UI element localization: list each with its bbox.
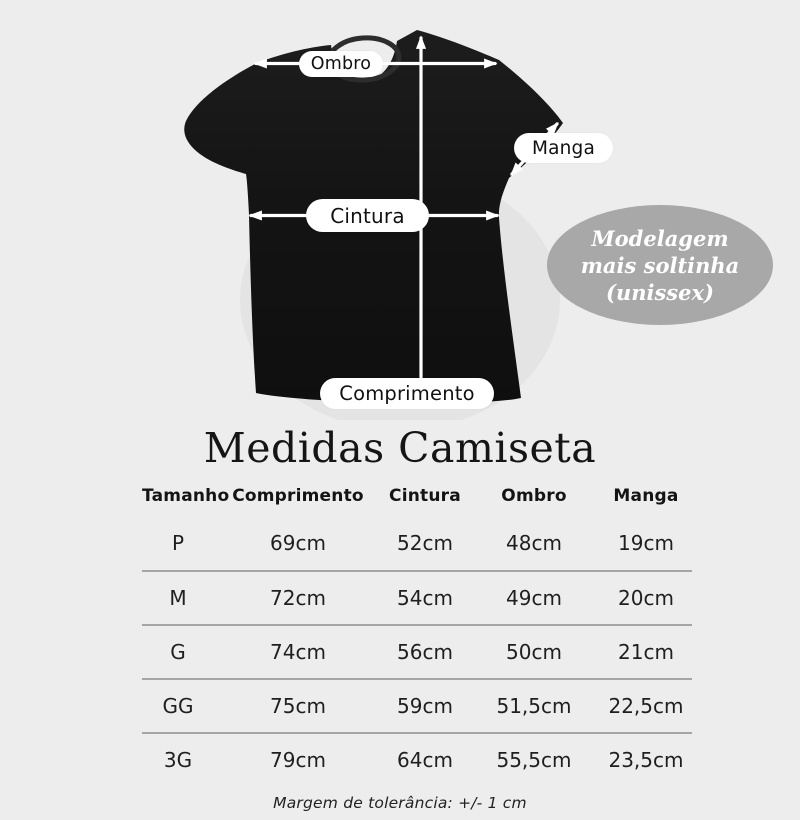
manga-label-pill [514,133,613,163]
manga-label: Manga [531,137,596,159]
table-cell: P [171,531,185,555]
ombro-label: Ombro [310,54,372,74]
table-cell: 49cm [506,586,562,610]
table-cell: 51,5cm [496,694,572,718]
tolerance-note: Margem de tolerância: +/- 1 cm [273,794,527,812]
table-cell: 22,5cm [608,694,684,718]
ombro-label-pill [299,51,383,77]
table-cell: 21cm [618,640,674,664]
fit-badge-line: mais soltinha [580,252,740,278]
table-cell: 56cm [397,640,453,664]
table-cell: 50cm [506,640,562,664]
table-row [142,732,692,786]
table-cell: GG [162,694,194,718]
cintura-label: Cintura [330,203,405,228]
table-cell: G [170,640,186,664]
comprimento-label: Comprimento [339,382,475,405]
table-row [142,678,692,732]
table-cell: 75cm [270,694,326,718]
header-manga: Manga [613,486,679,506]
fit-badge [547,205,773,325]
page-title: Medidas Camiseta [203,424,597,472]
table-row [142,624,692,678]
header-cintura: Cintura [389,486,461,506]
table-cell: 20cm [618,586,674,610]
table-cell: M [169,586,187,610]
table-cell: 52cm [397,531,453,555]
table-cell: 55,5cm [496,748,572,772]
table-cell: 54cm [397,586,453,610]
table-cell: 19cm [618,531,674,555]
table-header-row [142,476,692,516]
table-cell: 72cm [270,586,326,610]
header-comprimento: Comprimento [232,486,364,506]
comprimento-label-pill [320,378,494,409]
table-row [142,516,692,570]
table-cell: 59cm [397,694,453,718]
cintura-label-pill [306,199,429,232]
table-cell: 69cm [270,531,326,555]
fit-badge-line: Modelagem [591,225,729,251]
table-row [142,570,692,624]
header-ombro: Ombro [501,486,567,506]
table-cell: 23,5cm [608,748,684,772]
fit-badge-line: (unissex) [606,279,714,305]
table-cell: 3G [163,748,193,772]
table-cell: 79cm [270,748,326,772]
table-cell: 74cm [270,640,326,664]
table-cell: 64cm [397,748,453,772]
header-tamanho: Tamanho [142,486,230,506]
table-cell: 48cm [506,531,562,555]
size-table [142,476,692,786]
